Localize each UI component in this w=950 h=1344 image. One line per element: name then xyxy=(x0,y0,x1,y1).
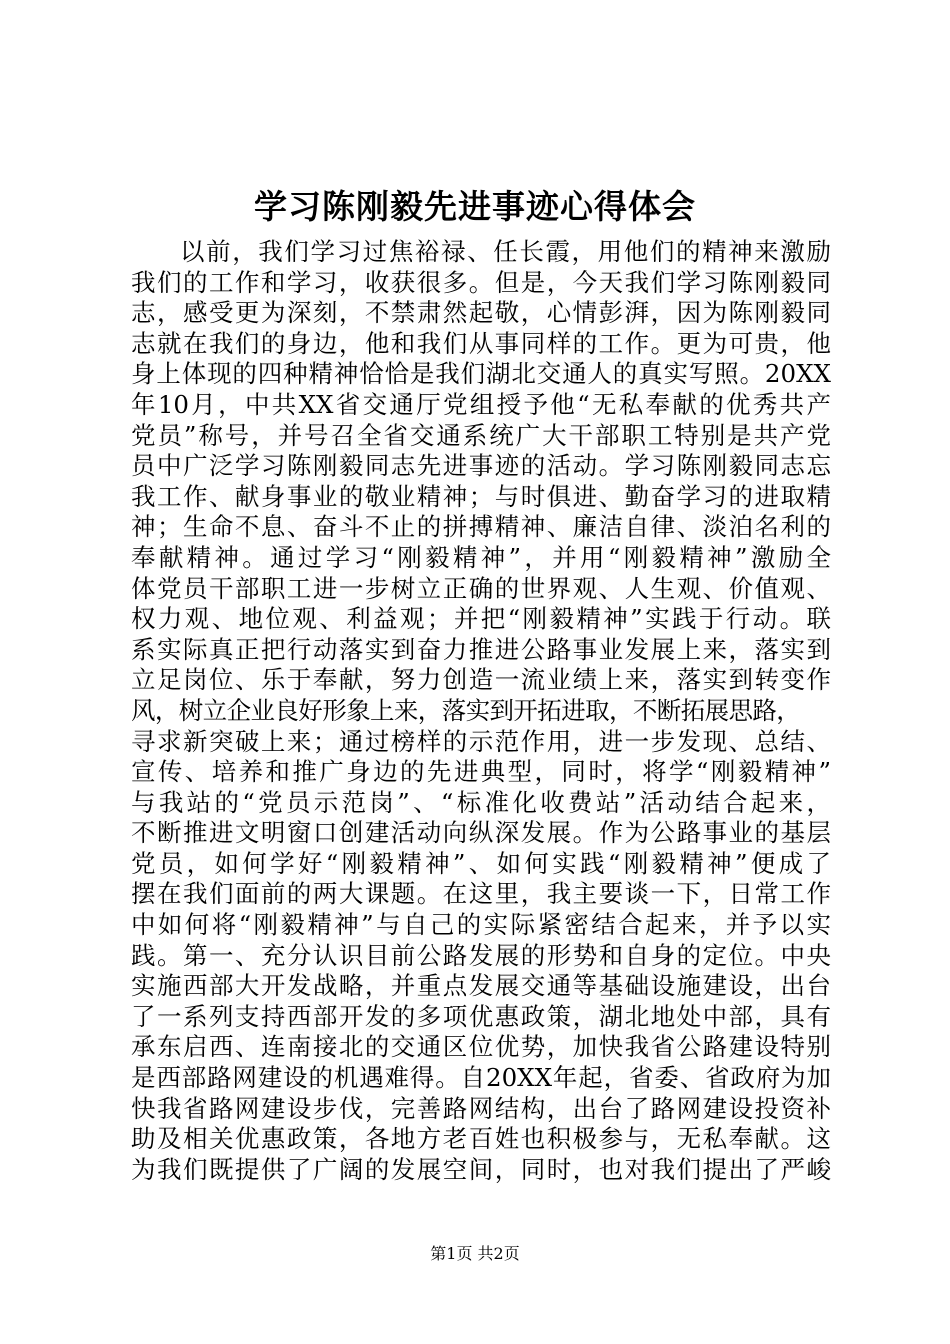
body-line: 与我站的“党员示范岗”、“标准化收费站”活动结合起来， xyxy=(131,787,831,817)
page-footer: 第1页 共2页 xyxy=(430,1244,520,1263)
body-line: 系实际真正把行动落实到奋力推进公路事业发展上来，落实到 xyxy=(131,634,831,664)
body-line: 党员”称号，并号召全省交通系统广大干部职工特别是共产党 xyxy=(131,420,831,450)
body-line: 是西部路网建设的机遇难得。自20XX年起，省委、省政府为加 xyxy=(131,1063,831,1093)
body-line: 实施西部大开发战略，并重点发展交通等基础设施建设，出台 xyxy=(131,971,831,1001)
body-line: 党员，如何学好“刚毅精神”、如何实践“刚毅精神”便成了 xyxy=(131,848,831,878)
body-line: 年10月，中共XX省交通厅党组授予他“无私奉献的优秀共产 xyxy=(131,389,831,419)
body-line: 快我省路网建设步伐，完善路网结构，出台了路网建设投资补 xyxy=(131,1093,831,1123)
body-line: 助及相关优惠政策，各地方老百姓也积极参与，无私奉献。这 xyxy=(131,1124,831,1154)
body-line: 寻求新突破上来；通过榜样的示范作用，进一步发现、总结、 xyxy=(131,726,831,756)
body-line: 风，树立企业良好形象上来，落实到开拓进取，不断拓展思路， xyxy=(131,695,801,725)
body-line: 宣传、培养和推广身边的先进典型，同时，将学“刚毅精神” xyxy=(131,757,831,787)
body-line: 权力观、地位观、利益观；并把“刚毅精神”实践于行动。联 xyxy=(131,604,831,634)
body-line: 了一系列支持西部开发的多项优惠政策，湖北地处中部，具有 xyxy=(131,1001,831,1031)
body-line: 体党员干部职工进一步树立正确的世界观、人生观、价值观、 xyxy=(131,573,831,603)
document-title: 学习陈刚毅先进事迹心得体会 xyxy=(254,187,696,226)
body-line: 员中广泛学习陈刚毅同志先进事迹的活动。学习陈刚毅同志忘 xyxy=(131,451,831,481)
body-line: 中如何将“刚毅精神”与自己的实际紧密结合起来，并予以实 xyxy=(131,910,831,940)
body-line: 为我们既提供了广阔的发展空间，同时，也对我们提出了严峻 xyxy=(131,1154,831,1184)
body-line: 身上体现的四种精神恰恰是我们湖北交通人的真实写照。20XX xyxy=(131,359,831,389)
body-line: 志，感受更为深刻，不禁肃然起敬，心情彭湃，因为陈刚毅同 xyxy=(131,298,831,328)
body-line: 摆在我们面前的两大课题。在这里，我主要谈一下，日常工作 xyxy=(131,879,831,909)
body-line: 奉献精神。通过学习“刚毅精神”，并用“刚毅精神”激励全 xyxy=(131,542,831,572)
body-line: 不断推进文明窗口创建活动向纵深发展。作为公路事业的基层 xyxy=(131,818,831,848)
body-line: 我们的工作和学习，收获很多。但是，今天我们学习陈刚毅同 xyxy=(131,267,831,297)
body-line: 以前，我们学习过焦裕禄、任长霞，用他们的精神来激励 xyxy=(180,237,831,266)
body-line: 立足岗位、乐于奉献，努力创造一流业绩上来，落实到转变作 xyxy=(131,665,831,695)
body-line: 我工作、献身事业的敬业精神；与时俱进、勤奋学习的进取精 xyxy=(131,481,831,511)
body-line: 神；生命不息、奋斗不止的拼搏精神、廉洁自律、淡泊名利的 xyxy=(131,512,831,542)
body-line: 践。第一、充分认识目前公路发展的形势和自身的定位。中央 xyxy=(131,940,831,970)
body-line: 承东启西、连南接北的交通区位优势，加快我省公路建设特别 xyxy=(131,1032,831,1062)
document-body xyxy=(131,237,831,1185)
body-line: 志就在我们的身边，他和我们从事同样的工作。更为可贵，他 xyxy=(131,328,831,358)
